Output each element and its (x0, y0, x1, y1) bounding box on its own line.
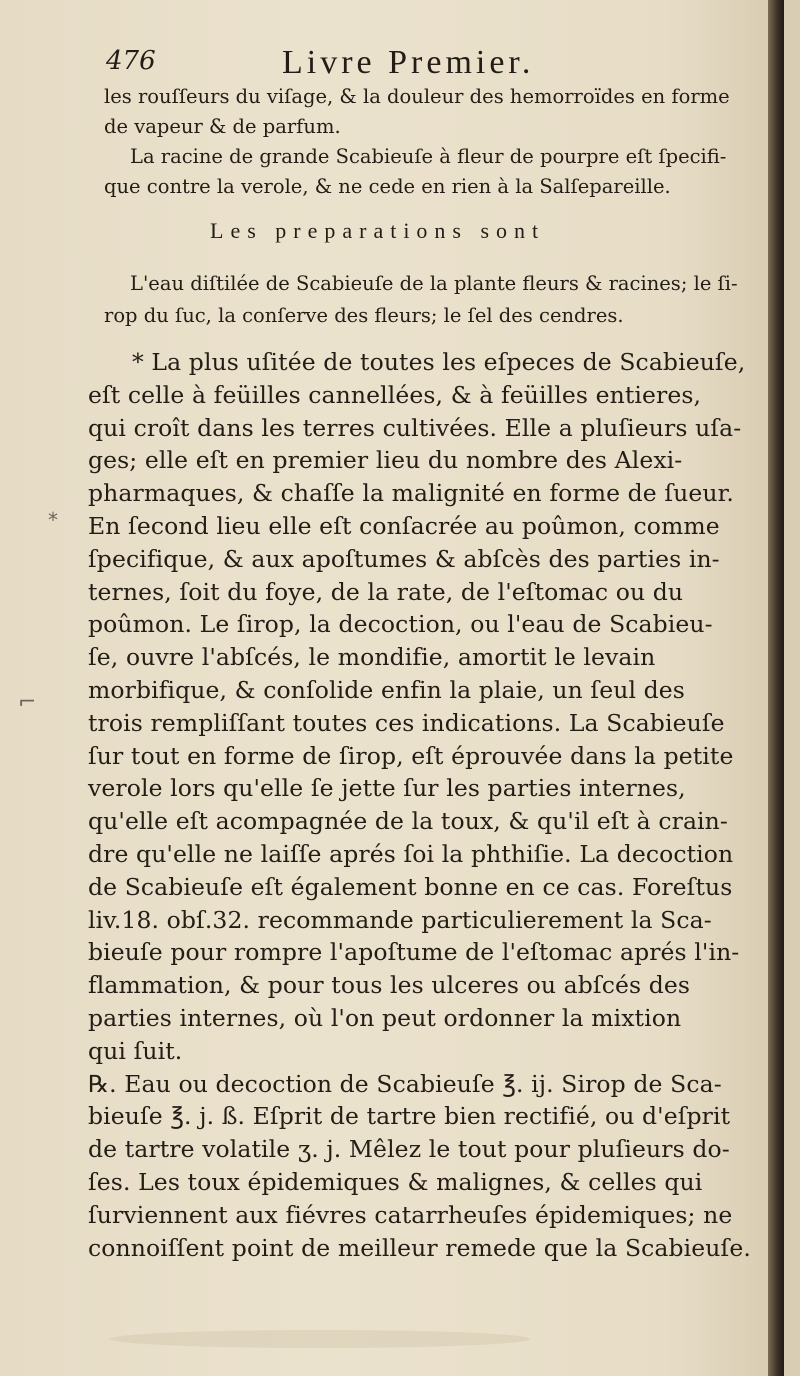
text-line: connoiſſent point de meilleur remede que la Scabieuſe. (88, 1233, 751, 1262)
page-edge-shadow (768, 0, 784, 1376)
text-line: parties internes, où l'on peut ordonner la mixtion (88, 1003, 682, 1032)
text-line: qui croît dans les terres cultivées. Elle a pluſieurs uſa- (88, 413, 742, 442)
text-line: La racine de grande Scabieuſe à fleur de pourpre eſt ſpecifi- (130, 145, 727, 168)
text-line: que contre la verole, & ne cede en rien à la Salſepareille. (104, 175, 671, 198)
text-line: verole lors qu'elle ſe jette ſur les parties internes, (88, 774, 686, 803)
text-line: qu'elle eſt acompagnée de la toux, & qu'il eſt à crain- (88, 807, 728, 836)
text-line: morbifique, & conſolide enfin la plaie, un ſeul des (88, 675, 685, 704)
text-line: trois rempliſſant toutes ces indications. La Scabieuſe (88, 708, 725, 737)
text-line: ſes. Les toux épidemiques & malignes, & celles qui (88, 1167, 703, 1196)
text-line: poûmon. Le ſirop, la decoction, ou l'eau de Scabieu- (88, 610, 713, 639)
main-paragraph (88, 346, 751, 1264)
text-line: ges; elle eſt en premier lieu du nombre des Alexi- (88, 446, 683, 475)
paper-stain (110, 1330, 530, 1348)
text-line: * La plus uſitée de toutes les eſpeces de Scabieuſe, (132, 348, 746, 376)
preparations-heading: Les preparations sont (210, 218, 546, 243)
text-line: de Scabieuſe eſt également bonne en ce cas. Foreſtus (88, 872, 733, 901)
text-line: de tartre volatile ʒ. j. Mêlez le tout pour pluſieurs do- (88, 1135, 730, 1164)
text-line: liv.18. obſ.32. recommande particulierement la Sca- (88, 905, 712, 934)
text-line: ſur tout en forme de ſirop, eſt éprouvée dans la petite (88, 741, 734, 770)
margin-star-mark: * (48, 508, 58, 532)
running-head: Livre Premier. (282, 44, 535, 81)
text-line: En ſecond lieu elle eſt conſacrée au poûmon, comme (88, 511, 720, 540)
margin-bracket-mark: ⌐ (18, 690, 37, 715)
text-line: qui ſuit. (88, 1036, 183, 1065)
text-line: de vapeur & de parfum. (104, 115, 341, 138)
page-header (106, 44, 626, 84)
text-line: dre qu'elle ne laiſſe aprés ſoi la phthiſie. La decoction (88, 839, 734, 868)
text-line: les rouſſeurs du viſage, & la douleur des hemorroïdes en forme (104, 85, 730, 108)
text-line: L'eau diſtilée de Scabieuſe de la plante fleurs & racines; le ſi- (130, 272, 738, 295)
text-line: ſurviennent aux fiévres catarrheuſes épidemiques; ne (88, 1200, 733, 1229)
text-line: rop du ſuc, la conſerve des fleurs; le ſel des cendres. (104, 304, 624, 327)
text-line: pharmaques, & chaſſe la malignité en forme de ſueur. (88, 479, 734, 508)
preparations-paragraph (104, 268, 738, 332)
text-line: bieuſe ℥. j. ß. Eſprit de tartre bien rectifié, ou d'eſprit (88, 1102, 731, 1131)
text-line: flammation, & pour tous les ulceres ou abſcés des (88, 971, 691, 1000)
text-line: eſt celle à feüilles cannellées, & à feüilles entieres, (88, 380, 702, 409)
text-line: ternes, ſoit du foye, de la rate, de l'eſtomac ou du (88, 577, 684, 606)
text-line: ℞. Eau ou decoction de Scabieuſe ℥. ij. Sirop de Sca- (88, 1069, 722, 1098)
text-line: ſe, ouvre l'abſcés, le mondifie, amortit le levain (88, 643, 656, 672)
intro-paragraph (104, 82, 730, 202)
page-number: 476 (106, 46, 156, 76)
text-line: ſpecifique, & aux apoſtumes & abſcès des parties in- (88, 544, 720, 573)
text-line: bieuſe pour rompre l'apoſtume de l'eſtomac aprés l'in- (88, 938, 740, 967)
